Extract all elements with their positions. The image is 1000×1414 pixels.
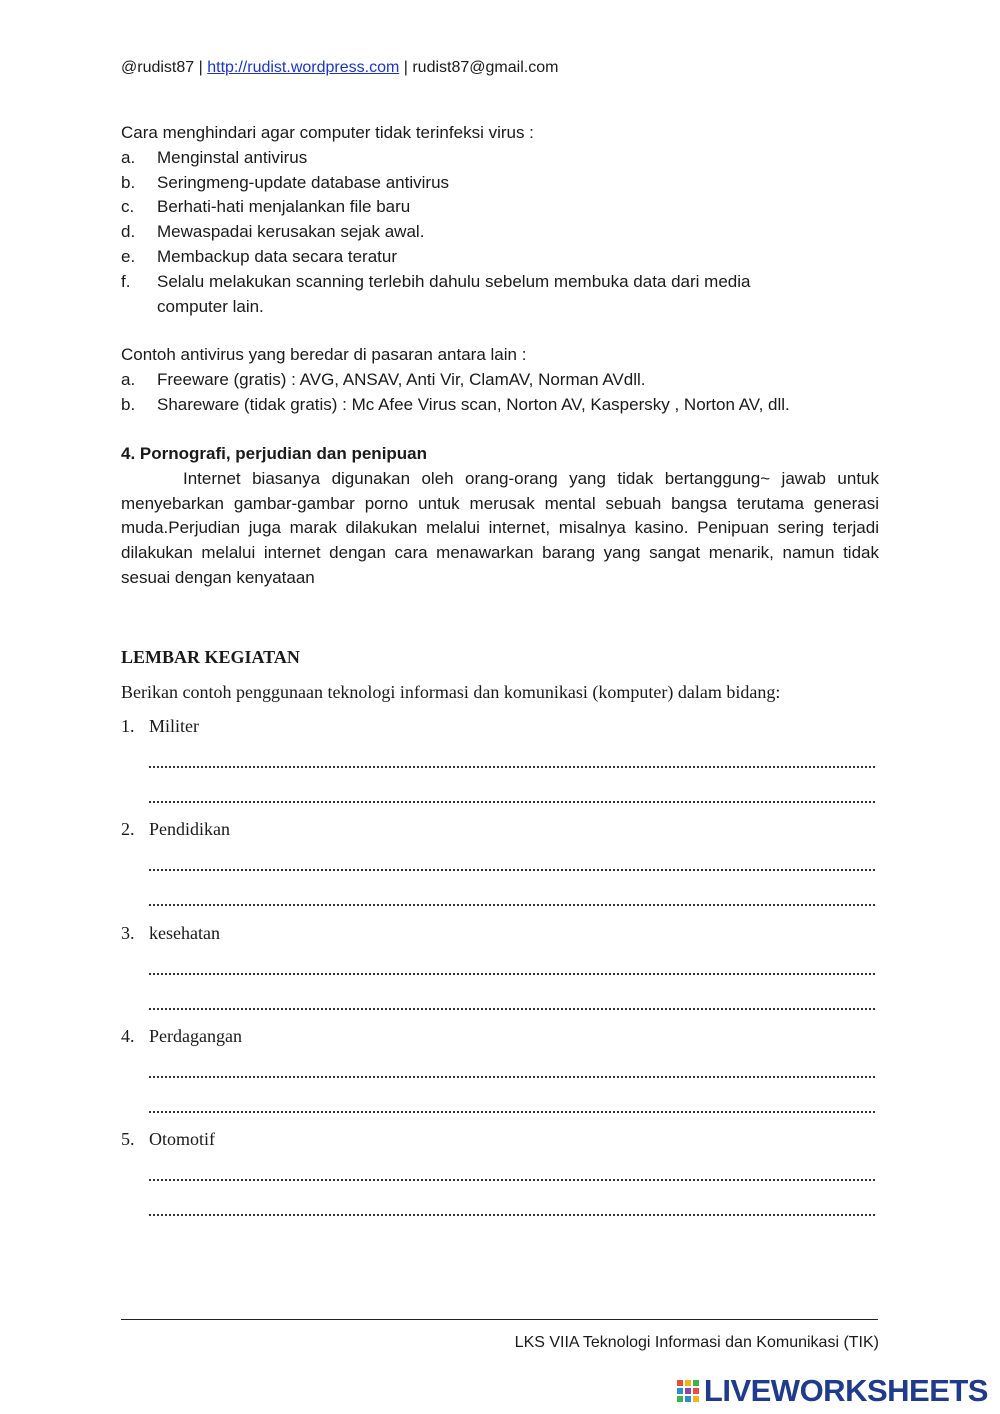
item-label: Perdagangan [149,1026,242,1046]
footer-text: LKS VIIA Teknologi Informasi dan Komunikasi (TIK) [514,1334,879,1351]
worksheet-item-5: 5. Otomotif [121,1129,215,1149]
item-label: Militer [149,716,199,736]
answer-line[interactable] [149,1008,875,1010]
answer-line[interactable] [149,1111,875,1113]
antivirus-intro: Contoh antivirus yang beredar di pasaran antara lain : [121,345,527,364]
list-item: b. Seringmeng-update database antivirus [121,172,450,192]
item-label: Otomotif [149,1129,215,1149]
liveworksheets-icon [677,1378,701,1404]
item-label: Pendidikan [149,819,230,839]
answer-line[interactable] [149,869,875,871]
list-item: e. Membackup data secara teratur [121,246,398,266]
worksheet-item-2: 2. Pendidikan [121,819,230,839]
list-item: a. Menginstal antivirus [121,147,308,167]
section-title: 4. Pornografi, perjudian dan penipuan [121,444,428,463]
list-item: c. Berhati-hati menjalankan file baru [121,197,411,217]
worksheet-item-3: 3. kesehatan [121,923,220,943]
worksheet-instruction: Berikan contoh penggunaan teknologi informasi dan komunikasi (komputer) dalam bidang: [121,682,781,702]
list-item: d. Mewaspadai kerusakan sejak awal. [121,222,425,242]
page-header [121,59,558,77]
author-handle: @rudist87 [121,59,195,76]
prevention-intro: Cara menghindari agar computer tidak terinfeksi virus : [121,123,534,142]
answer-line[interactable] [149,801,875,803]
answer-line[interactable] [149,904,875,906]
author-email: rudist87@gmail.com [412,59,559,76]
list-item: f. Selalu melakukan scanning terlebih dahulu sebelum membuka data dari media computer lain. [121,271,751,316]
worksheet-item-1: 1. Militer [121,716,199,736]
list-item: b. Shareware (tidak gratis) : Mc Afee Virus scan, Norton AV, Kaspersky , Norton AV, dll. [121,394,790,414]
liveworksheets-wordmark: LIVEWORKSHEETS [703,1373,988,1408]
answer-line[interactable] [149,1076,875,1078]
liveworksheets-logo[interactable] [677,1374,988,1408]
answer-line[interactable] [149,766,875,768]
footer-divider [121,1319,878,1320]
section-body: Internet biasanya digunakan oleh orang-orang yang tidak bertanggung~ jawab untuk menyebarkan gambar-gambar porno untuk merusak mental sebuah bangsa terutama generasi muda.Perjudian juga marak dilakukan melalui internet, misalnya kasino. Penipuan sering terjadi dilakukan melalui internet dengan cara menawarkan barang yang sangat menarik, namun tidak sesuai dengan kenyataan [121,468,879,587]
website-link[interactable]: http://rudist.wordpress.com [207,59,400,76]
header-separator: | [399,59,413,76]
section-4 [121,442,879,591]
list-item: a. Freeware (gratis) : AVG, ANSAV, Anti Vir, ClamAV, Norman AVdll. [121,369,646,389]
prevention-section [121,121,879,319]
antivirus-section [121,343,879,417]
worksheet-item-4: 4. Perdagangan [121,1026,242,1046]
answer-line[interactable] [149,1179,875,1181]
answer-line[interactable] [149,1214,875,1216]
item-label: kesehatan [149,923,220,943]
worksheet-title: LEMBAR KEGIATAN [121,647,300,667]
answer-line[interactable] [149,973,875,975]
header-separator: | [194,59,208,76]
